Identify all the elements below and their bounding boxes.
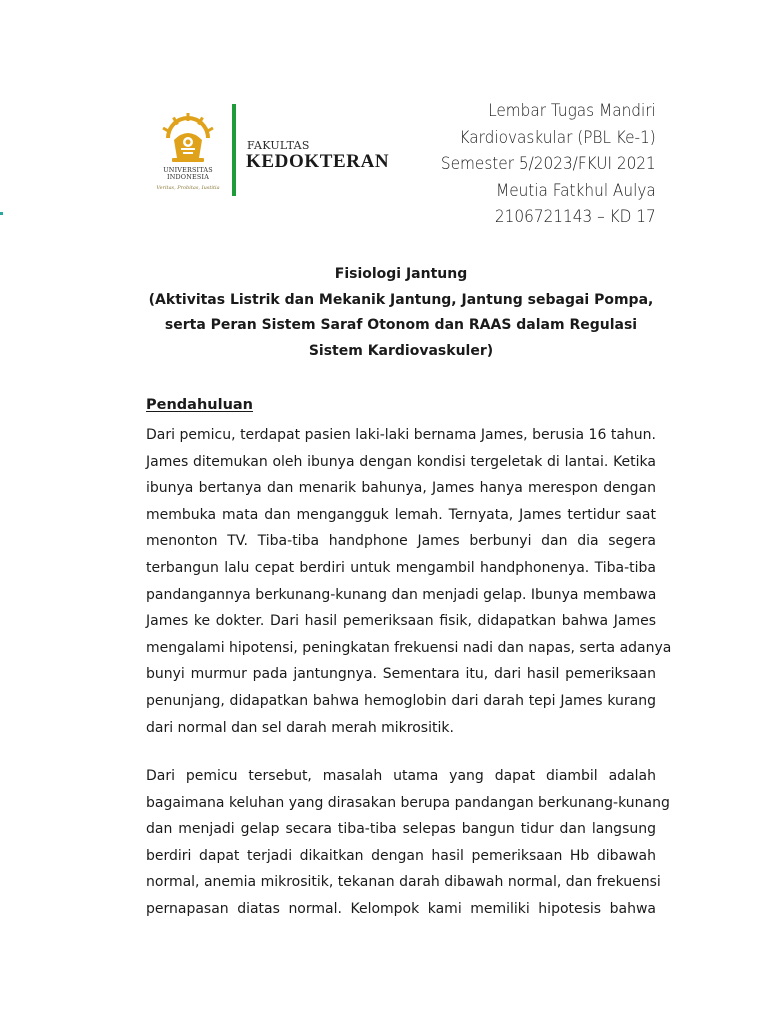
- university-logo: [152, 112, 224, 204]
- paragraph-line: pandangannya berkunang-kunang dan menjadi gelap. Ibunya membawa: [146, 586, 657, 603]
- paragraph-line: ibunya bertanya dan menarik bahunya, James hanya merespon dengan: [146, 480, 656, 497]
- paragraph-line: James ditemukan oleh ibunya dengan kondisi tergeletak di lantai. Ketika: [146, 453, 656, 470]
- header-assignment: Lembar Tugas Mandiri: [488, 101, 656, 121]
- paragraph-line: mengalami hipotensi, peningkatan frekuensi nadi dan napas, serta adanya: [146, 639, 672, 656]
- faculty-name: KEDOKTERAN: [246, 151, 390, 172]
- header-author: Meutia Fatkhul Aulya: [496, 180, 656, 201]
- paragraph-line: terbangun lalu cepat berdiri untuk mengambil handphonenya. Tiba-tiba: [146, 559, 656, 576]
- paragraph-line: menonton TV. Tiba-tiba handphone James berbunyi dan dia segera: [146, 533, 656, 550]
- university-motto: Veritas, Probitas, Iustitia: [156, 185, 220, 191]
- paragraph-introduction: [146, 422, 672, 741]
- paragraph-line: penunjang, didapatkan bahwa hemoglobin dari darah tepi James kurang: [146, 692, 656, 709]
- paragraph-line: bunyi murmur pada jantungnya. Sementara itu, dari hasil pemeriksaan: [146, 666, 656, 683]
- title-line: serta Peran Sistem Saraf Otonom dan RAAS dalam Regulasi: [164, 317, 638, 333]
- paragraph-line: Dari pemicu, terdapat pasien laki-laki bernama James, berusia 16 tahun.: [146, 427, 656, 443]
- paragraph-line: dan menjadi gelap secara tiba-tiba selepas bangun tidur dan langsung: [146, 821, 656, 838]
- paragraph-line: berdiri dapat terjadi dikaitkan dengan hasil pemeriksaan Hb dibawah: [146, 847, 656, 864]
- edge-mark: [0, 212, 3, 215]
- title-line: Fisiologi Jantung: [334, 266, 468, 282]
- paragraph-line: bagaimana keluhan yang dirasakan berupa pandangan berkunang-kunang: [146, 794, 670, 811]
- title-line: Sistem Kardiovaskuler): [308, 342, 494, 359]
- paragraph-line: pernapasan diatas normal. Kelompok kami memiliki hipotesis bahwa: [146, 900, 656, 917]
- makara-emblem-icon: [152, 112, 224, 168]
- header-module: Kardiovaskular (PBL Ke-1): [459, 127, 656, 148]
- paragraph-line: James ke dokter. Dari hasil pemeriksaan fisik, didapatkan bahwa James: [146, 613, 656, 630]
- paragraph-problem: [146, 763, 670, 923]
- university-name: UNIVERSITAS INDONESIA: [163, 166, 213, 182]
- paragraph-line: dari normal dan sel darah merah mikrositik.: [146, 719, 454, 736]
- document-title: [146, 262, 656, 364]
- title-line: (Aktivitas Listrik dan Mekanik Jantung, Jantung sebagai Pompa,: [148, 291, 654, 308]
- faculty-label: FAKULTAS: [247, 139, 310, 152]
- header-info: [441, 98, 656, 231]
- section-heading: Pendahuluan: [146, 397, 253, 413]
- header-semester: Semester 5/2023/FKUI 2021: [441, 154, 656, 174]
- paragraph-line: normal, anemia mikrositik, tekanan darah dibawah normal, dan frekuensi: [146, 874, 661, 891]
- paragraph-line: membuka mata dan mengangguk lemah. Ternyata, James tertidur saat: [146, 506, 656, 523]
- header-divider: [232, 104, 236, 196]
- header-student-id: 2106721143 – KD 17: [495, 207, 656, 227]
- paragraph-line: Dari pemicu tersebut, masalah utama yang dapat diambil adalah: [146, 768, 656, 784]
